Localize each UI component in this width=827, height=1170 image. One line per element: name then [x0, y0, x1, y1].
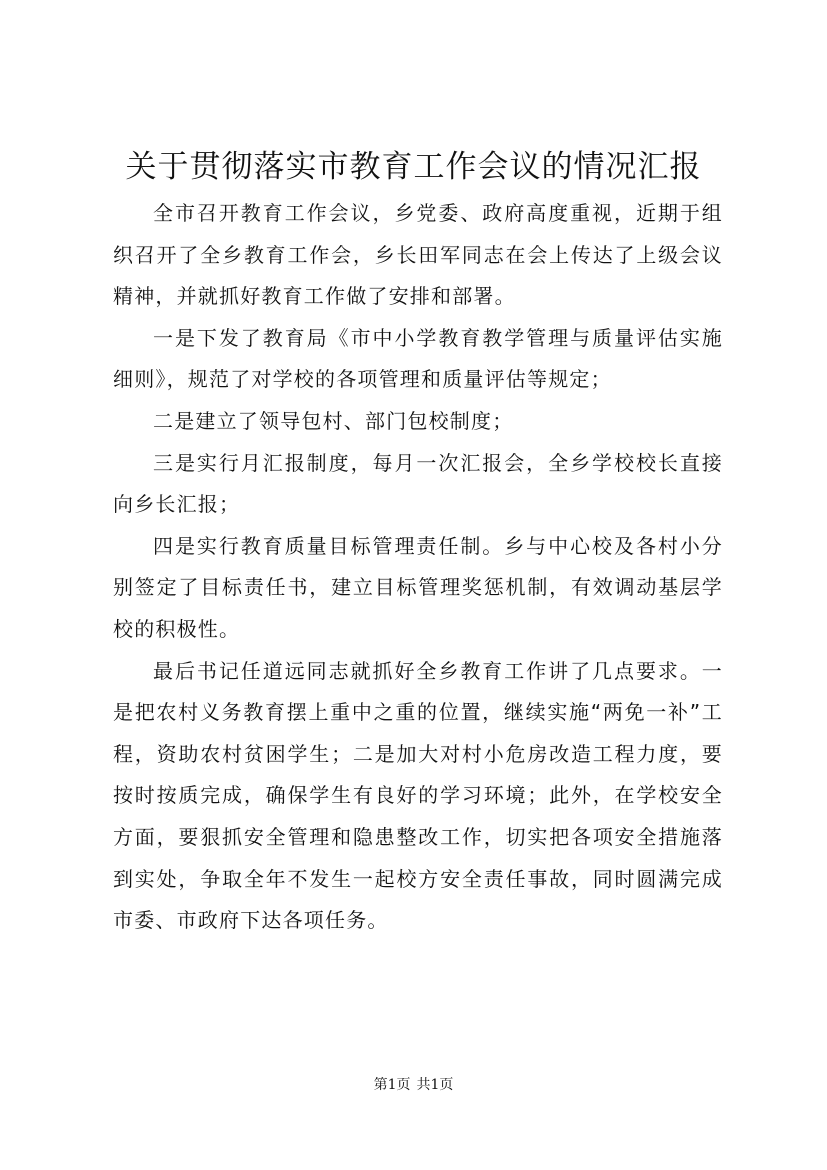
page-number: 第1页	[373, 1077, 411, 1093]
paragraph-measure-2: 二是建立了领导包村、部门包校制度；	[153, 408, 514, 433]
document-body	[113, 193, 723, 942]
paragraph-measure-1: 一是下发了教育局《市中小学教育教学管理与质量评估实施细则》，规范了对学校的各项管理和质量评估等规定；	[113, 325, 723, 392]
page-total: 共1页	[416, 1077, 454, 1093]
paragraph-intro: 全市召开教育工作会议，乡党委、政府高度重视，近期于组织召开了全乡教育工作会，乡长田军同志在会上传达了上级会议精神，并就抓好教育工作做了安排和部署。	[113, 201, 723, 309]
paragraph-measure-4: 四是实行教育质量目标管理责任制。乡与中心校及各村小分别签定了目标责任书，建立目标管理奖惩机制，有效调动基层学校的积极性。	[113, 533, 723, 641]
document-title: 关于贯彻落实市教育工作会议的情况汇报	[125, 149, 702, 185]
paragraph-measure-3: 三是实行月汇报制度，每月一次汇报会，全乡学校校长直接向乡长汇报；	[113, 450, 723, 517]
page-footer	[0, 1075, 827, 1095]
paragraph-requirements: 最后书记任道远同志就抓好全乡教育工作讲了几点要求。一是把农村义务教育摆上重中之重的位置，继续实施“两免一补”工程，资助农村贫困学生；二是加大对村小危房改造工程力度，要按时按质完成，确保学生有良好的学习环境；此外，在学校安全方面，要狠抓安全管理和隐患整改工作，切实把各项安全措施落到实处，争取全年不发生一起校方安全责任事故，同时圆满完成市委、市政府下达各项任务。	[113, 658, 723, 933]
